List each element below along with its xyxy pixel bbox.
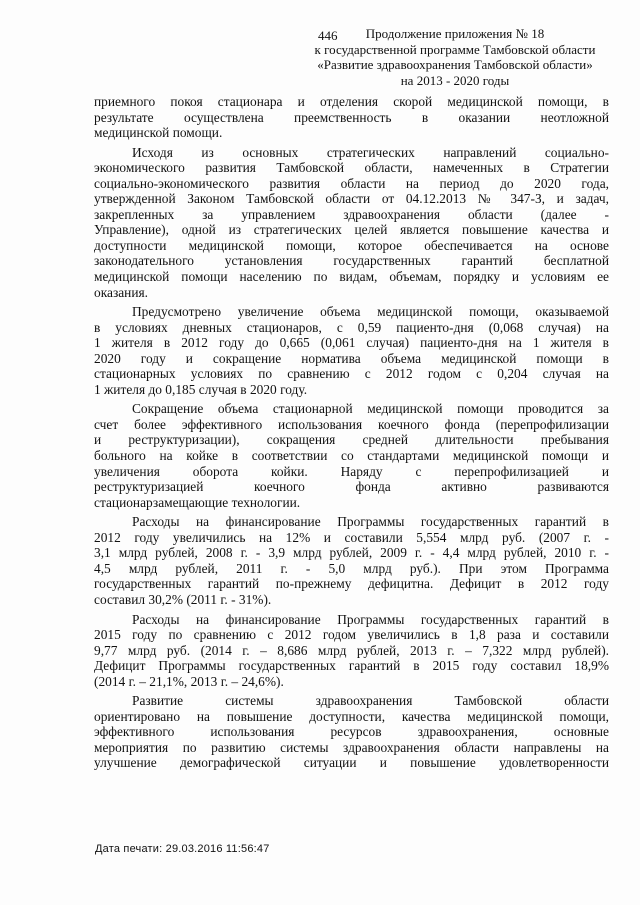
text-line: приемного покоя стационара и отделения скорой медицинской помощи, в xyxy=(94,94,609,109)
text-line: 3,1 млрд рублей, 2008 г. - 3,9 млрд рублей, 2009 г. - 4,4 млрд рублей, 2010 г. - xyxy=(94,545,609,561)
text-line: 1 жителя в 2012 году до 0,665 (0,061 случая) пациенто-дня на 1 жителя в xyxy=(94,335,609,351)
text-line: стационарных условиях по сравнению с 2012 годом с 0,204 случая на xyxy=(94,366,609,382)
paragraph xyxy=(94,145,609,300)
text-line: 9,77 млрд руб. (2014 г. – 8,686 млрд рублей, 2013 г. – 7,322 млрд рублей). xyxy=(94,642,609,658)
print-date: Дата печати: 29.03.2016 11:56:47 xyxy=(95,843,270,855)
text-line: медицинской помощи. xyxy=(94,125,223,141)
text-line: Расходы на финансирование Программы государственных гарантий в xyxy=(132,611,609,627)
text-line: социально-экономического развития области на период до 2020 года, xyxy=(94,175,609,191)
text-line: в условиях дневных стационаров, с 0,59 пациенто-дня (0,068 случая) на xyxy=(94,319,609,335)
appendix-header-line: на 2013 - 2020 годы xyxy=(400,72,510,88)
text-line: 2015 году по сравнению с 2012 годом увеличились в 1,8 раза и составили xyxy=(94,627,609,643)
text-line: результате осуществлена преемственность в оказании неотложной xyxy=(94,109,609,125)
text-line: реструктуризацией коечного фонда активно развиваются xyxy=(94,479,609,495)
paragraph xyxy=(94,304,609,397)
document-body xyxy=(94,94,609,775)
paragraph xyxy=(94,514,609,607)
text-line: Расходы на финансирование Программы государственных гарантий в xyxy=(132,514,609,530)
page-number: 446 xyxy=(318,28,338,43)
text-line: утвержденной Законом Тамбовской области от 04.12.2013 № 347-З, и задач, xyxy=(94,191,609,207)
text-line: Сокращение объема стационарной медицинской помощи проводится за xyxy=(132,401,609,417)
paragraph xyxy=(94,693,609,771)
text-line: ориентировано на повышение доступности, качества медицинской помощи, xyxy=(94,708,609,724)
text-line: закрепленных за управлением здравоохранения области (далее - xyxy=(94,206,609,222)
text-line: государственных гарантий по-прежнему дефицитна. Дефицит в 2012 году xyxy=(94,576,609,592)
text-line: эффективного использования ресурсов здравоохранения, основные xyxy=(94,724,609,740)
text-line: мероприятия по развитию системы здравоохранения области направлены на xyxy=(94,739,609,755)
text-line: экономического развития Тамбовской области, намеченных в Стратегии xyxy=(94,160,609,176)
text-line: Управление), одной из стратегических целей является повышение качества и xyxy=(94,222,609,238)
appendix-header xyxy=(300,26,610,88)
text-line: Развитие системы здравоохранения Тамбовской области xyxy=(132,693,609,709)
text-line: доступности медицинской помощи, которое обеспечивается на основе xyxy=(94,237,609,253)
text-line: составил 30,2% (2011 г. - 31%). xyxy=(94,591,272,607)
paragraph xyxy=(94,612,609,690)
paragraph xyxy=(94,94,609,141)
text-line: медицинской помощи населению по видам, объемам, порядку и условиям ее xyxy=(94,269,609,285)
text-line: 2020 году и сокращение норматива объема медицинской помощи в xyxy=(94,350,609,366)
text-line: Дефицит Программы государственных гарантий в 2015 году составил 18,9% xyxy=(94,658,609,674)
text-line: улучшение демографической ситуации и повышение удовлетворенности xyxy=(94,755,609,771)
appendix-header-line: к государственной программе Тамбовской области xyxy=(314,41,596,57)
text-line: увеличения оборота койки. Наряду с перепрофилизацией и xyxy=(94,463,609,479)
text-line: больного на койке в соответствии со стандартами медицинской помощи и xyxy=(94,448,609,464)
text-line: 4,5 млрд рублей, 2011 г. - 5,0 млрд руб.). При этом Программа xyxy=(94,560,609,576)
text-line: оказания. xyxy=(94,284,149,300)
appendix-header-line: «Развитие здравоохранения Тамбовской области» xyxy=(317,57,593,72)
appendix-header-line: Продолжение приложения № 18 xyxy=(365,26,545,41)
text-line: счет более эффективного использования коечного фонда (перепрофилизации xyxy=(94,416,609,432)
text-line: 1 жителя до 0,185 случая в 2020 году. xyxy=(94,381,308,397)
text-line: (2014 г. – 21,1%, 2013 г. – 24,6%). xyxy=(94,673,284,689)
text-line: и реструктуризации), сокращения средней длительности пребывания xyxy=(94,432,609,448)
text-line: Предусмотрено увеличение объема медицинской помощи, оказываемой xyxy=(132,304,609,320)
text-line: стационарзамещающие технологии. xyxy=(94,494,301,510)
paragraph xyxy=(94,401,609,510)
text-line: законодательного установления государственных гарантий бесплатной xyxy=(94,253,609,269)
text-line: Исходя из основных стратегических направлений социально- xyxy=(132,144,609,160)
text-line: 2012 году увеличились на 12% и составили 5,554 млрд руб. (2007 г. - xyxy=(94,529,609,545)
